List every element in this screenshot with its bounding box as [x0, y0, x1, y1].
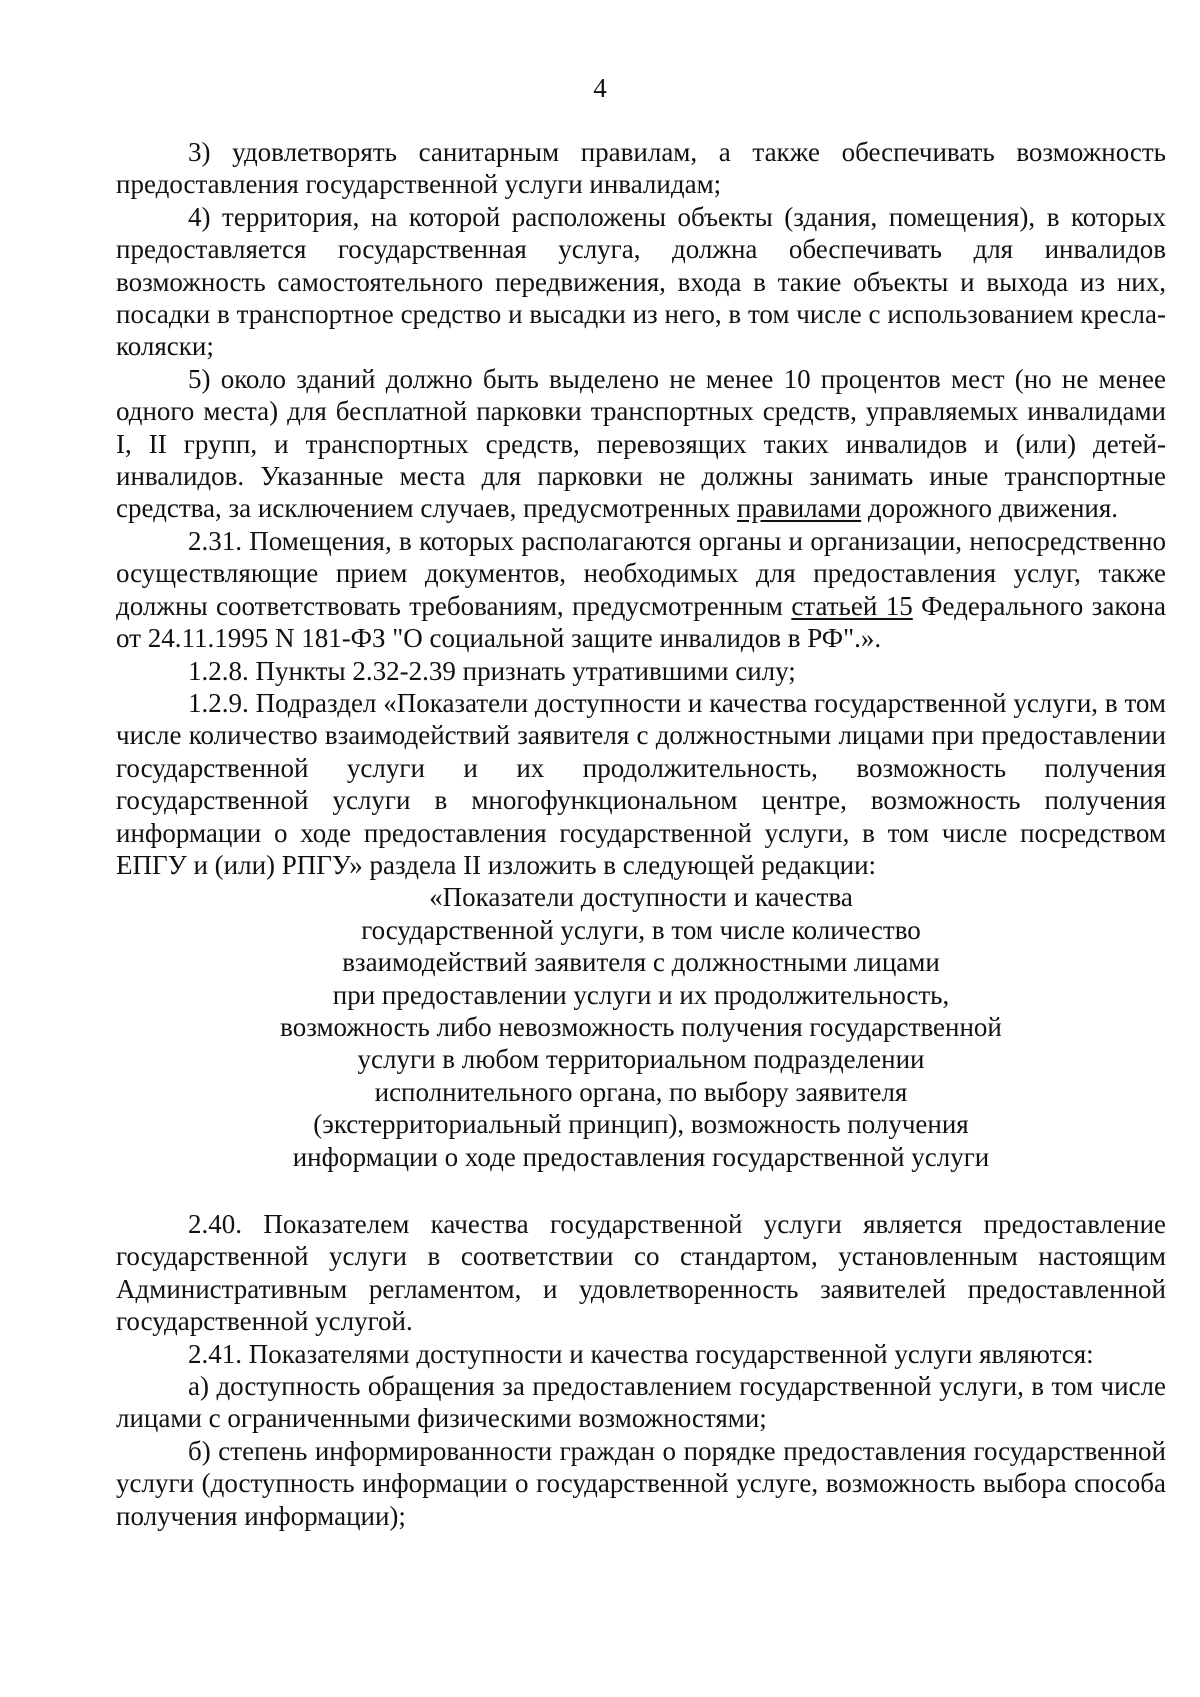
paragraph-item-5: [116, 363, 1166, 525]
heading-line: взаимодействий заявителя с должностными лицами: [342, 947, 940, 978]
page-number: 4: [593, 73, 607, 103]
heading-line: исполнительного органа, по выбору заявителя: [374, 1076, 908, 1107]
paragraph-text: 2.31. Помещения, в которых располагаются органы и организации, непосредственно осуществляющие прием документов, необходимых для предоставления услуг, также должны соответствовать требованиям, предусмотренным: [116, 525, 1166, 621]
rules-link[interactable]: правилами: [737, 493, 862, 524]
document-body: [116, 136, 1166, 1532]
paragraph-item-3: 3) удовлетворять санитарным правилам, а также обеспечивать возможность предоставления государственной услуги инвалидам;: [116, 137, 1166, 200]
paragraph-item-b: б) степень информированности граждан о порядке предоставления государственной услуги (доступность информации о государственной услуге, возможность выбора способа получения информации);: [116, 1435, 1166, 1531]
paragraph-item-a: а) доступность обращения за предоставлением государственной услуги, в том числе лицами с ограниченными физическими возможностями;: [116, 1371, 1166, 1434]
subsection-heading: [116, 881, 1166, 1173]
heading-line: государственной услуги, в том числе количество: [361, 914, 921, 945]
paragraph-item-4: 4) территория, на которой расположены объекты (здания, помещения), в которых предоставляется государственная услуга, должна обеспечивать для инвалидов возможность самостоятельного передвижения, входа в такие объекты и выхода из них, посадки в транспортное средство и высадки из него, в том числе с использованием кресла-коляски;: [116, 201, 1166, 362]
heading-line: услуги в любом территориальном подразделении: [357, 1044, 925, 1075]
paragraph-2-40: 2.40. Показателем качества государственной услуги является предоставление государственной услуги в соответствии со стандартом, установленным настоящим Административным регламентом, и удовлетворенность заявителей предоставленной государственной услугой.: [116, 1209, 1166, 1337]
paragraph-text: дорожного движения.: [861, 493, 1119, 524]
paragraph-text: 5) около зданий должно быть выделено не менее 10 процентов мест (но не менее одного места) для бесплатной парковки транспортных средств, управляемых инвалидами I, II групп, и транспортных средств, перевозящих таких инвалидов и (или) детей-инвалидов. Указанные места для парковки не должны занимать иные транспортные средства, за исключением случаев, предусмотренных: [116, 363, 1166, 524]
paragraph-1-2-9: 1.2.9. Подраздел «Показатели доступности и качества государственной услуги, в том числе количество взаимодействий заявителя с должностными лицами при предоставлении государственной услуги и их продолжительность, возможность получения государственной услуги в многофункциональном центре, возможность получения информации о ходе предоставления государственной услуги, в том числе посредством ЕПГУ и (или) РПГУ» раздела II изложить в следующей редакции:: [116, 687, 1166, 880]
paragraph-2-41: 2.41. Показателями доступности и качества государственной услуги являются:: [188, 1338, 1094, 1369]
article-15-link[interactable]: статьей 15: [791, 590, 913, 621]
heading-line: при предоставлении услуги и их продолжительность,: [332, 979, 950, 1010]
heading-line: возможность либо невозможность получения государственной: [280, 1011, 1002, 1042]
heading-line: «Показатели доступности и качества: [429, 882, 853, 913]
paragraph-2-31: [116, 525, 1166, 655]
heading-line: информации о ходе предоставления государственной услуги: [292, 1141, 990, 1172]
heading-line: (экстерриториальный принцип), возможность получения: [313, 1109, 969, 1140]
paragraph-text: Федерального закона от 24.11.1995 N 181-ФЗ "О социальной защите инвалидов в РФ".».: [116, 590, 1167, 654]
paragraph-1-2-8: 1.2.8. Пункты 2.32-2.39 признать утратившими силу;: [188, 655, 796, 686]
spacer: [116, 1173, 1166, 1208]
